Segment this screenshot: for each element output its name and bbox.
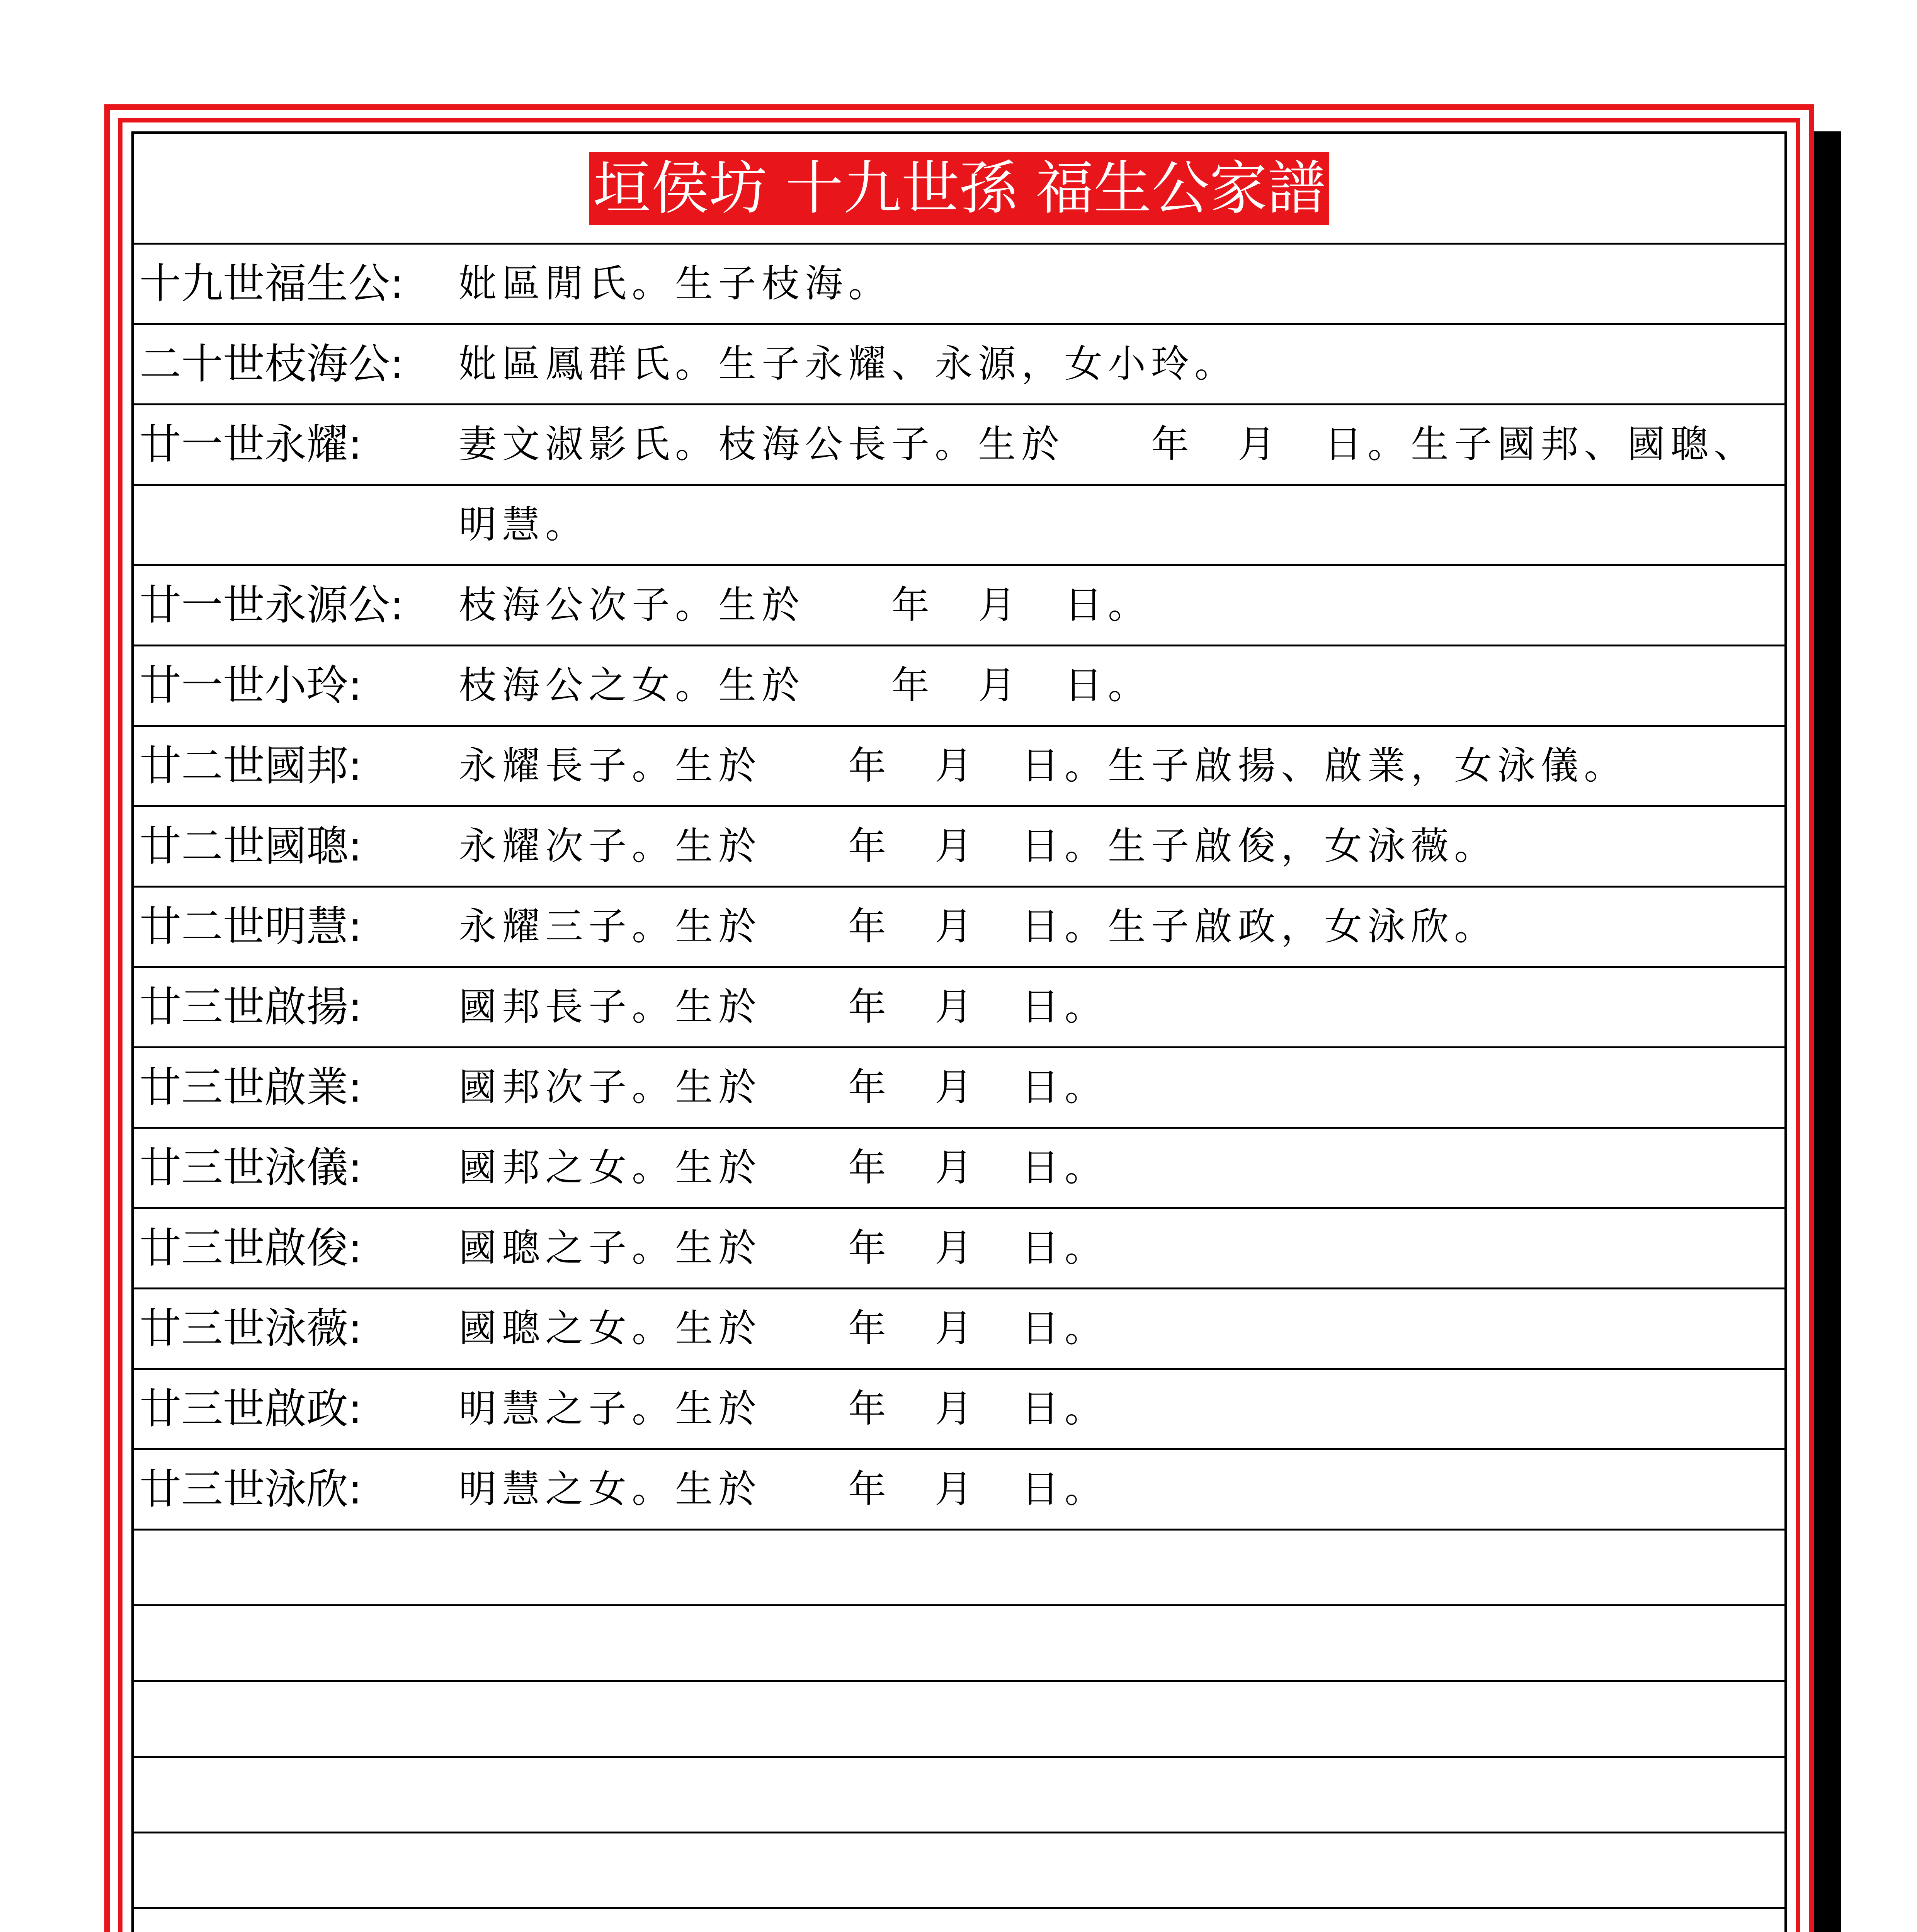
genealogy-sheet [131,131,1787,1932]
blank-ruled-line [134,1682,1784,1758]
entry-label: 廿三世啟揚: [139,983,362,1031]
blank-ruled-line [134,1758,1784,1833]
blank-ruled-line [134,1833,1784,1909]
entry-text: 國邦長子。生於 年 月 日。 [459,985,1108,1029]
entry-text: 國聰之女。生於 年 月 日。 [459,1306,1108,1350]
entry-label: 廿三世泳儀: [139,1144,362,1192]
entry-row [134,566,1784,646]
entry-text: 國聰之子。生於 年 月 日。 [459,1226,1108,1270]
entry-row [134,486,1784,566]
blank-ruled-line [134,1606,1784,1682]
entry-label: 廿三世泳薇: [139,1304,362,1353]
entry-row [134,727,1784,807]
entry-text: 妣區鳳群氏。生子永耀、永源，女小玲。 [459,342,1238,386]
entry-label: 二十世枝海公: [139,340,404,388]
blank-ruled-line [134,1909,1784,1932]
entry-text: 明慧。 [459,503,589,547]
entry-text: 枝海公之女。生於 年 月 日。 [459,663,1152,707]
entry-label: 廿二世明慧: [139,903,362,951]
entry-text: 明慧之女。生於 年 月 日。 [459,1467,1108,1511]
entry-row [134,1209,1784,1289]
entry-text: 永耀三子。生於 年 月 日。生子啟政，女泳欣。 [459,905,1498,949]
entry-text: 國邦次子。生於 年 月 日。 [459,1065,1108,1109]
entry-row [134,888,1784,968]
entry-row [134,968,1784,1048]
blank-ruled-line [134,1531,1784,1606]
entry-label: 十九世福生公: [139,260,404,308]
entry-row [134,325,1784,405]
entry-row [134,1370,1784,1450]
entry-label: 廿一世永耀: [139,420,362,469]
page-title: 垣侯坊 十九世孫 福生公家譜 [589,152,1329,225]
entry-row [134,405,1784,486]
entry-rows [134,245,1784,1932]
entry-text: 枝海公次子。生於 年 月 日。 [459,583,1152,627]
entry-row [134,1129,1784,1209]
entry-label: 廿三世啟業: [139,1063,362,1112]
entry-text: 妣區閒氏。生子枝海。 [459,262,892,306]
entry-row [134,1048,1784,1129]
entry-label: 廿一世永源公: [139,581,404,629]
entry-label: 廿三世啟政: [139,1385,362,1433]
entry-row [134,1289,1784,1370]
entry-label: 廿三世啟俊: [139,1224,362,1272]
entry-row [134,807,1784,888]
entry-text: 永耀長子。生於 年 月 日。生子啟揚、啟業，女泳儀。 [459,744,1628,788]
entry-label: 廿二世國聰: [139,822,362,871]
entry-text: 妻文淑影氏。枝海公長子。生於 年 月 日。生子國邦、國聰、 [459,422,1757,466]
entry-row [134,646,1784,727]
entry-label: 廿三世泳欣: [139,1465,362,1514]
entry-label: 廿二世國邦: [139,742,362,790]
entry-text: 明慧之子。生於 年 月 日。 [459,1387,1108,1431]
entry-label: 廿一世小玲: [139,662,362,710]
title-row [134,134,1784,245]
entry-row [134,245,1784,325]
entry-text: 永耀次子。生於 年 月 日。生子啟俊，女泳薇。 [459,824,1498,868]
entry-row [134,1450,1784,1531]
entry-text: 國邦之女。生於 年 月 日。 [459,1146,1108,1190]
